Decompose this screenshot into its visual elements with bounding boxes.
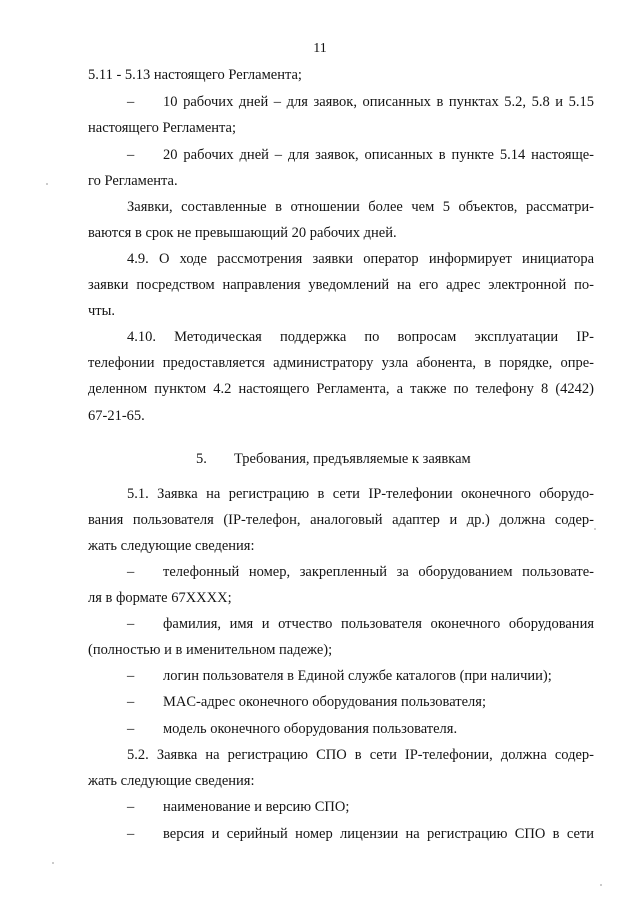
text-line: 10 рабочих дней – для заявок, описанных в пунктах 5.2, 5.8 и 5.15: [163, 94, 594, 110]
list-dash: –: [127, 721, 135, 737]
list-item: наименование и версию СПО;: [163, 799, 350, 815]
list-dash: –: [127, 147, 135, 163]
text-line: (полностью и в именительном падеже);: [88, 642, 333, 658]
text-line: Заявки, составленные в отношении более чем 5 объектов, рассматри-: [127, 199, 594, 215]
text-line: 20 рабочих дней – для заявок, описанных в пункте 5.14 настояще-: [163, 147, 594, 163]
list-item: модель оконечного оборудования пользователя.: [163, 721, 458, 737]
text-line: заявки посредством направления уведомлений на его адрес электронной по-: [88, 277, 594, 293]
list-item: MAC-адрес оконечного оборудования пользователя;: [163, 694, 486, 710]
text-line: ля в формате 67ХХХХ;: [88, 590, 232, 606]
text-line: жать следующие сведения:: [88, 538, 255, 554]
text-line: чты.: [88, 303, 115, 319]
list-dash: –: [127, 694, 135, 710]
paragraph-4-9: 4.9. О ходе рассмотрения заявки оператор информирует инициатора: [127, 251, 594, 267]
list-dash: –: [127, 94, 135, 110]
paragraph-5-2: 5.2. Заявка на регистрацию СПО в сети IP-телефонии, должна содер-: [127, 747, 594, 763]
list-dash: –: [127, 616, 135, 632]
text-line: 67-21-65.: [88, 408, 145, 424]
scan-speck: [600, 884, 602, 886]
list-item: телефонный номер, закрепленный за оборудованием пользовате-: [163, 564, 594, 580]
list-item: фамилия, имя и отчество пользователя оконечного оборудования: [163, 616, 594, 632]
page-number: 11: [313, 41, 327, 56]
text-line: настоящего Регламента;: [88, 120, 237, 136]
text-line: 5.11 - 5.13 настоящего Регламента;: [88, 67, 302, 83]
list-dash: –: [127, 668, 135, 684]
list-item: версия и серийный номер лицензии на регистрацию СПО в сети: [163, 826, 594, 842]
text-line: го Регламента.: [88, 173, 178, 189]
paragraph-4-10: 4.10. Методическая поддержка по вопросам эксплуатации IP-: [127, 329, 594, 345]
section-heading: Требования, предъявляемые к заявкам: [234, 451, 471, 467]
list-dash: –: [127, 799, 135, 815]
scan-speck: [52, 862, 54, 864]
paragraph-5-1: 5.1. Заявка на регистрацию в сети IP-телефонии оконечного оборудо-: [127, 486, 594, 502]
text-line: деленном пунктом 4.2 настоящего Регламента, а также по телефону 8 (4242): [88, 381, 594, 397]
text-line: ваются в срок не превышающий 20 рабочих дней.: [88, 225, 397, 241]
scan-speck: [46, 183, 48, 185]
text-line: телефонии предоставляется администратору узла абонента, в порядке, опре-: [88, 355, 594, 371]
list-item: логин пользователя в Единой службе каталогов (при наличии);: [163, 668, 552, 684]
text-line: вания пользователя (IP-телефон, аналоговый адаптер и др.) должна содер-: [88, 512, 594, 528]
scan-speck: [594, 528, 596, 530]
text-line: жать следующие сведения:: [88, 773, 255, 789]
section-number: 5.: [196, 451, 207, 467]
list-dash: –: [127, 564, 135, 580]
list-dash: –: [127, 826, 135, 842]
